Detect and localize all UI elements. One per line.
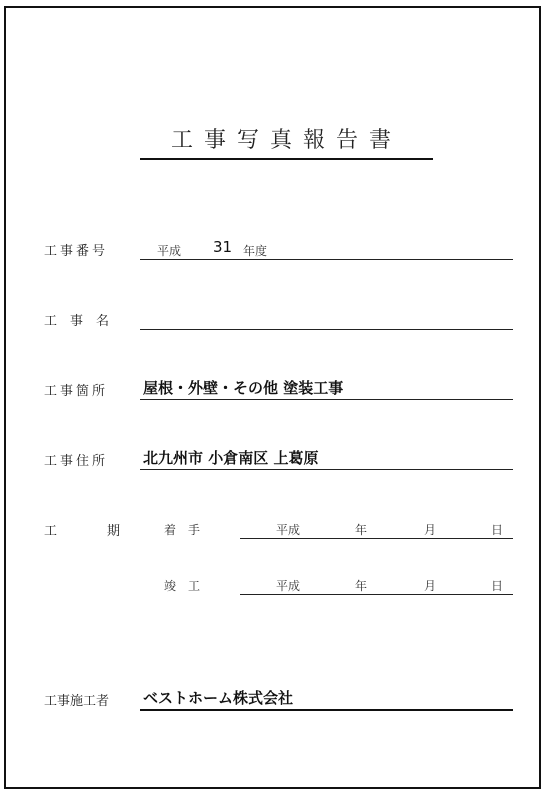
construction-location-label: 工事箇所: [44, 384, 109, 399]
start-label: 着 手: [164, 523, 201, 537]
document-title: 工事写真報告書: [140, 126, 433, 160]
construction-number-year: 31: [213, 238, 233, 256]
construction-number-label: 工事番号: [44, 244, 109, 259]
end-day-unit: 日: [491, 579, 504, 593]
construction-number-suffix: 年度: [243, 244, 268, 258]
start-day-unit: 日: [491, 523, 504, 537]
construction-address-label: 工事住所: [44, 454, 109, 469]
start-year-unit: 年: [355, 523, 368, 537]
contractor-value: ベストホーム株式会社: [143, 689, 294, 707]
start-month-unit: 月: [424, 523, 437, 537]
construction-number-era: 平成: [157, 244, 182, 258]
construction-location-underline: [140, 399, 513, 400]
construction-address-value: 北九州市 小倉南区 上葛原: [143, 449, 319, 467]
end-era: 平成: [276, 579, 301, 593]
end-year-unit: 年: [355, 579, 368, 593]
start-era: 平成: [276, 523, 301, 537]
construction-number-underline: [140, 259, 513, 260]
end-month-unit: 月: [424, 579, 437, 593]
end-date-underline: [240, 594, 513, 595]
construction-name-label: 工 事 名: [44, 314, 110, 329]
construction-address-underline: [140, 469, 513, 470]
construction-period-label: 工 期: [44, 524, 129, 539]
end-label: 竣 工: [164, 579, 201, 593]
start-date-underline: [240, 538, 513, 539]
contractor-underline: [140, 709, 513, 711]
construction-location-value: 屋根・外壁・その他 塗装工事: [143, 379, 344, 397]
construction-name-underline: [140, 329, 513, 330]
contractor-label: 工事施工者: [44, 694, 110, 709]
